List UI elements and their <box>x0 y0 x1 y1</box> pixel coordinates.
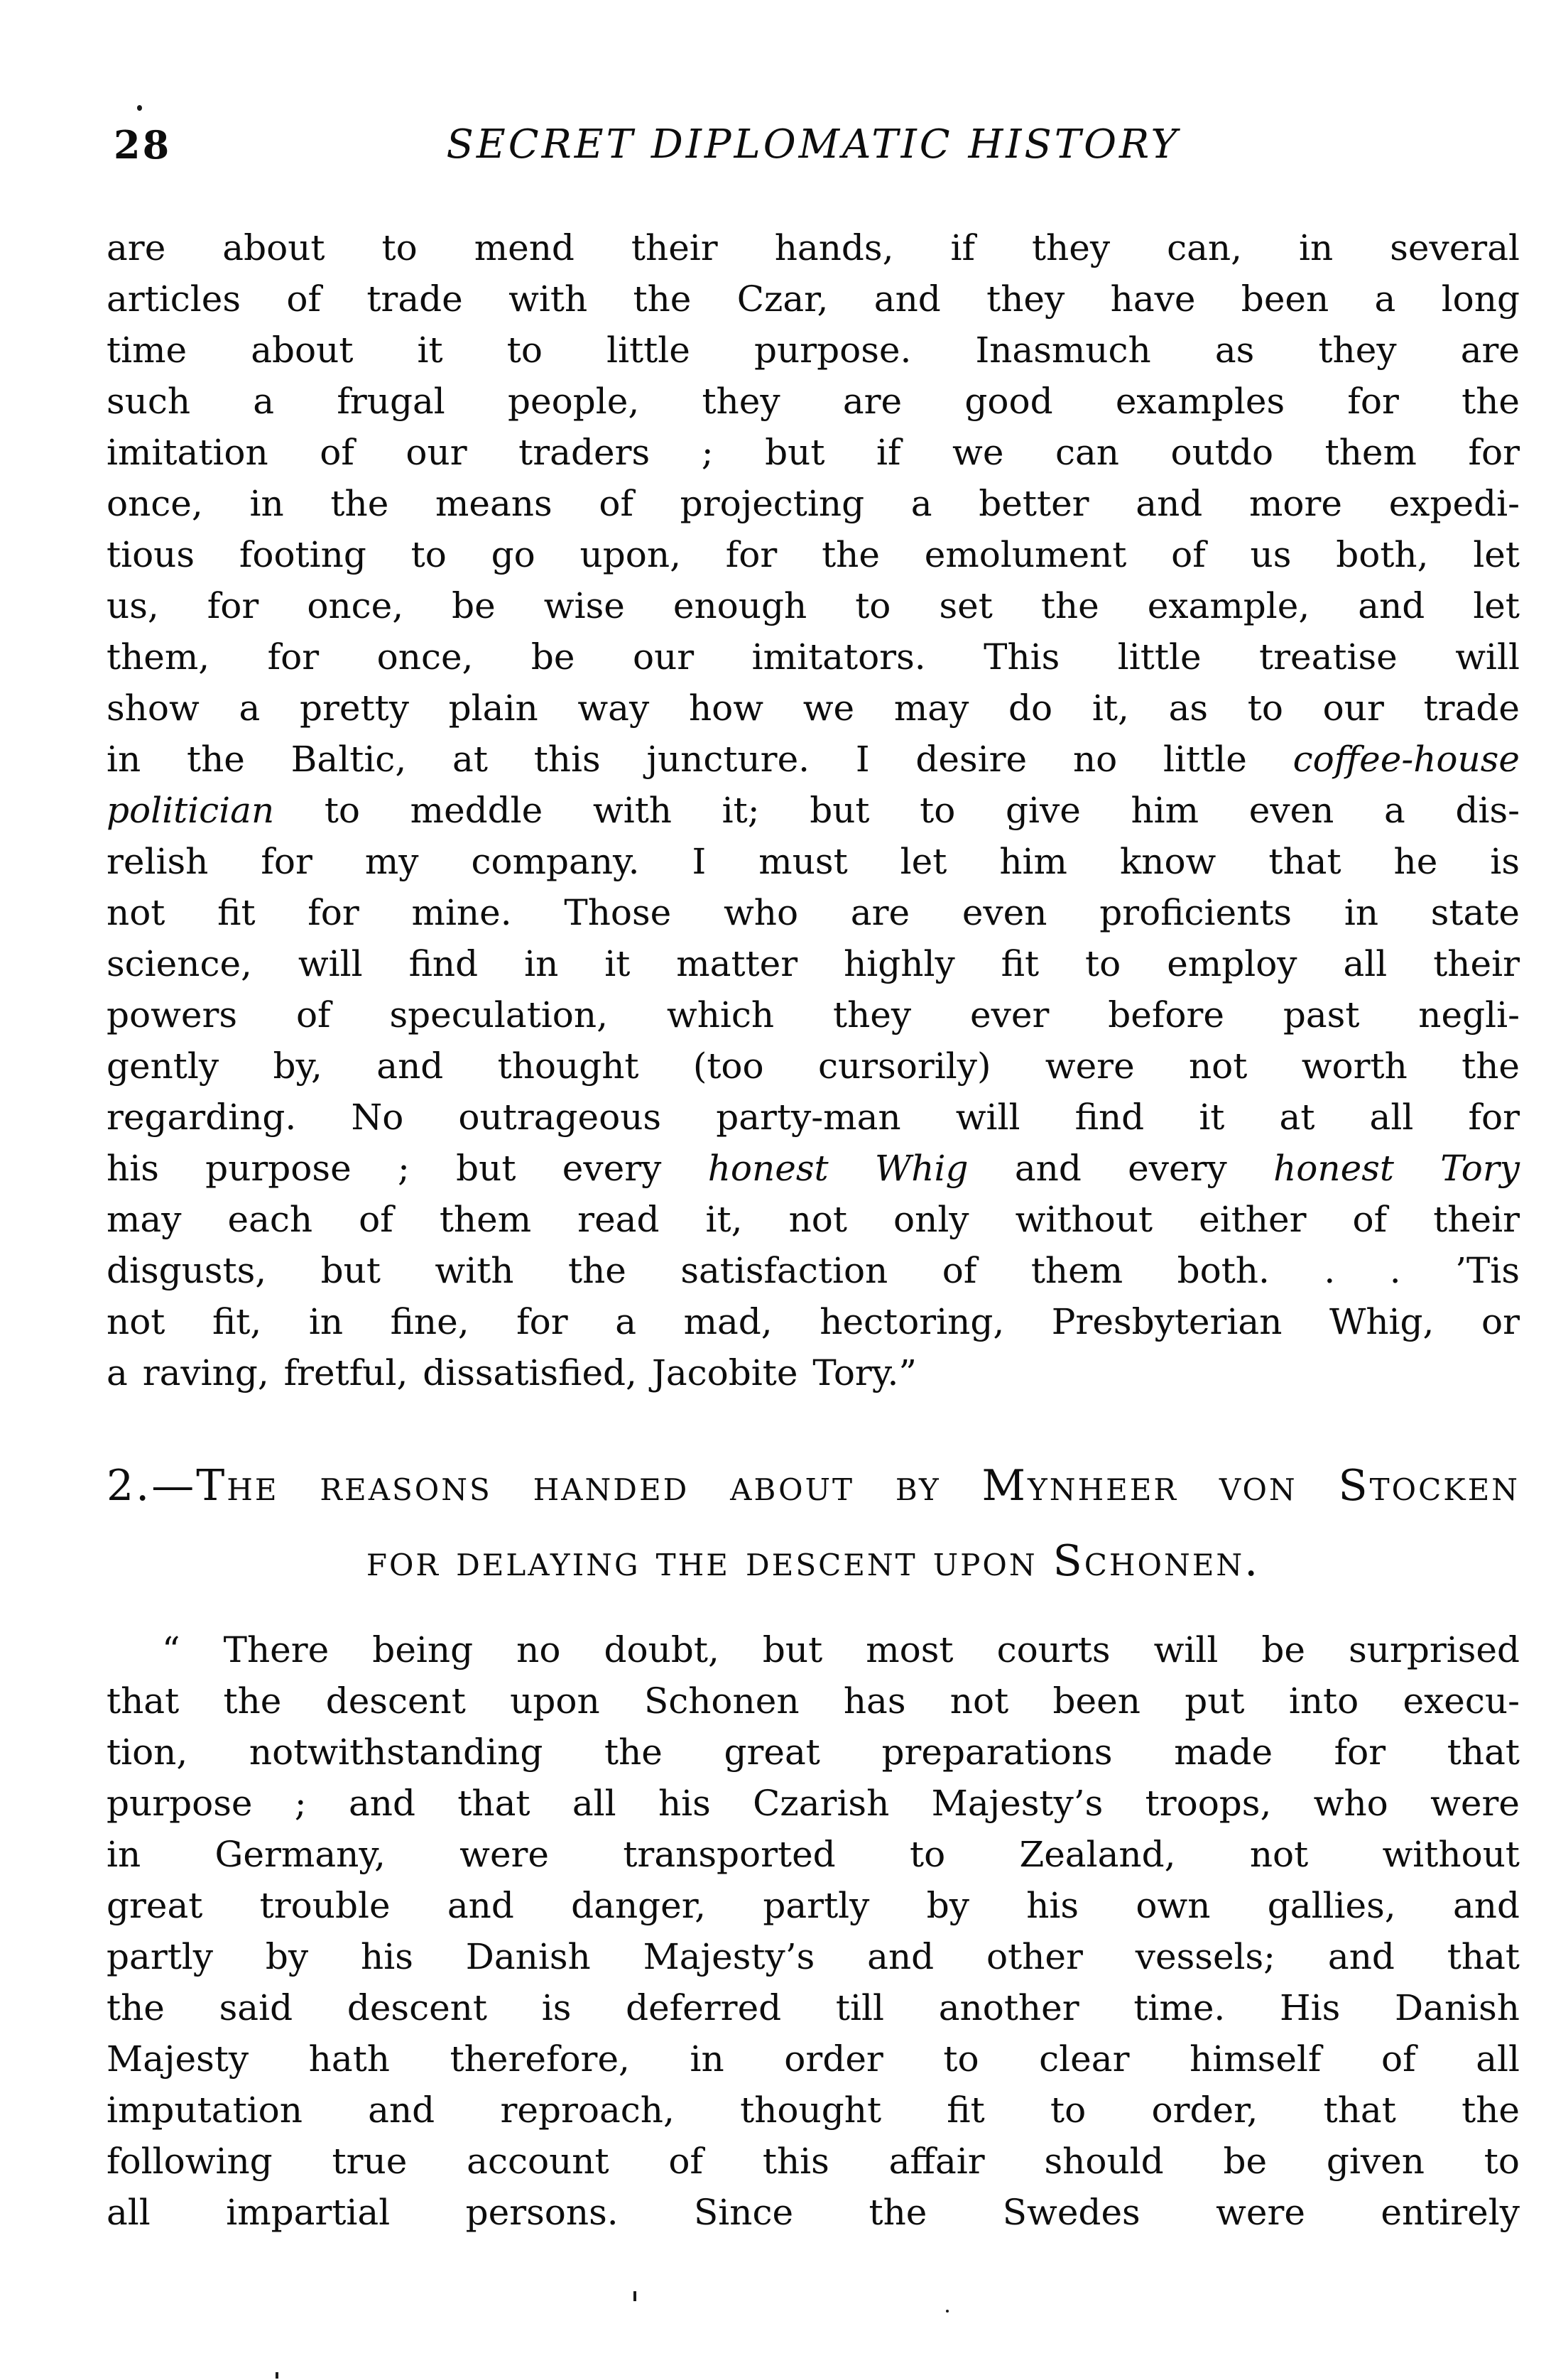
text-line: us, for once, be wise enough to set the example, and let <box>107 585 1520 626</box>
text-line: imputation and reproach, thought fit to order, that the <box>107 2090 1520 2131</box>
section-heading-line-1: 2.—The reasons handed about by Mynheer von Stocken <box>107 1461 1520 1511</box>
text-line: the said descent is deferred till another time. His Danish <box>107 1987 1520 2028</box>
text-line: show a pretty plain way how we may do it, as to our trade <box>107 688 1520 729</box>
scan-speck <box>137 105 142 111</box>
text-line: not fit, in fine, for a mad, hectoring, Presbyterian Whig, or <box>107 1301 1520 1342</box>
text-line: disgusts, but with the satisfaction of them both. . . ’Tis <box>107 1250 1520 1291</box>
text-line: in the Baltic, at this juncture. I desire no little coffee-house <box>107 739 1520 780</box>
text-line: politician to meddle with it; but to give him even a dis- <box>107 790 1520 831</box>
text-line: powers of speculation, which they ever before past negli- <box>107 994 1520 1036</box>
text-line: “ There being no doubt, but most courts will be surprised <box>162 1629 1520 1670</box>
text-line: a raving, fretful, dissatisfied, Jacobite Tory.” <box>107 1352 917 1393</box>
section-heading <box>107 1448 1520 1599</box>
page-body <box>107 222 1520 2238</box>
text-line: purpose ; and that all his Czarish Majesty’s troops, who were <box>107 1783 1520 1824</box>
text-line: imitation of our traders ; but if we can outdo them for <box>107 432 1520 473</box>
text-line: in Germany, were transported to Zealand, not without <box>107 1834 1520 1875</box>
text-line: tion, notwithstanding the great preparations made for that <box>107 1732 1520 1773</box>
text-line: gently by, and thought (too cursorily) were not worth the <box>107 1045 1520 1087</box>
text-line: all impartial persons. Since the Swedes were entirely <box>107 2192 1520 2233</box>
page-number: 28 <box>114 122 172 168</box>
text-line: are about to mend their hands, if they can, in several <box>107 227 1520 268</box>
paragraph-1 <box>107 222 1520 1398</box>
text-line: tious footing to go upon, for the emolument of us both, let <box>107 534 1520 575</box>
text-line: articles of trade with the Czar, and they have been a long <box>107 278 1520 320</box>
text-line: great trouble and danger, partly by his own gallies, and <box>107 1885 1520 1926</box>
scan-speck <box>633 2291 636 2301</box>
text-line: relish for my company. I must let him know that he is <box>107 841 1520 882</box>
text-line: Majesty hath therefore, in order to clear himself of all <box>107 2038 1520 2080</box>
scan-speck <box>946 2310 949 2313</box>
text-line: them, for once, be our imitators. This little treatise will <box>107 636 1520 678</box>
text-line: that the descent upon Schonen has not been put into execu- <box>107 1680 1520 1722</box>
text-line: time about it to little purpose. Inasmuch as they are <box>107 330 1520 371</box>
text-line: such a frugal people, they are good examples for the <box>107 381 1520 422</box>
text-line: partly by his Danish Majesty’s and other vessels; and that <box>107 1936 1520 1977</box>
text-line: following true account of this affair should be given to <box>107 2141 1520 2182</box>
text-line: may each of them read it, not only without either of their <box>107 1199 1520 1240</box>
paragraph-2 <box>107 1624 1520 2238</box>
text-line: regarding. No outrageous party-man will find it at all for <box>107 1097 1520 1138</box>
text-line: not fit for mine. Those who are even proficients in state <box>107 892 1520 933</box>
scan-speck <box>276 2372 278 2379</box>
text-line: once, in the means of projecting a better and more expedi- <box>107 483 1520 524</box>
text-line: his purpose ; but every honest Whig and every honest Tory <box>107 1148 1520 1189</box>
text-line: science, will find in it matter highly fit to employ all their <box>107 943 1520 984</box>
section-heading-line-2: for delaying the descent upon Schonen. <box>366 1536 1261 1586</box>
running-title: SECRET DIPLOMATIC HISTORY <box>446 121 1180 168</box>
